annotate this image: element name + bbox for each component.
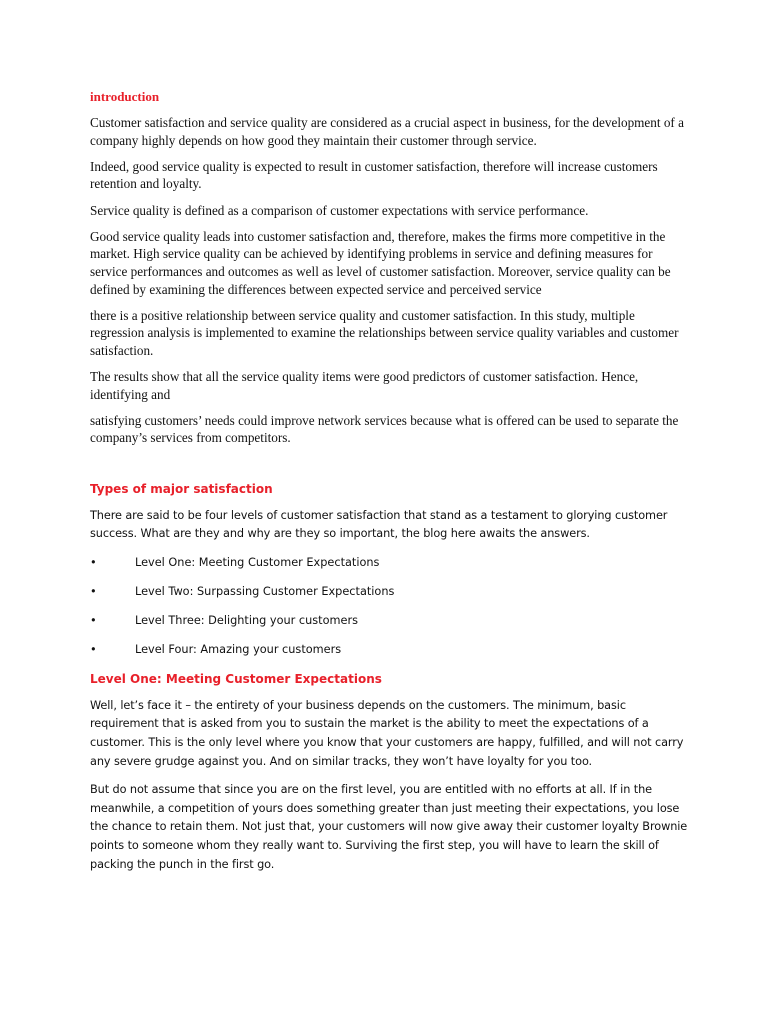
list-item-text: Level Four: Amazing your customers (135, 642, 342, 656)
paragraph: Indeed, good service quality is expected to result in customer satisfaction, therefore will increase customers retention and loyalty. (90, 158, 658, 192)
bullet-icon: • (90, 642, 97, 656)
section-heading-introduction: introduction (90, 89, 160, 104)
document-page (90, 88, 690, 884)
bullet-icon: • (90, 555, 97, 569)
paragraph: The results show that all the service quality items were good predictors of customer satisfaction. Hence, identifying and (90, 369, 639, 402)
paragraph: There are said to be four levels of customer satisfaction that stand as a testament to glorying customer success. What are they and why are they so important, the blog here awaits the answers. (90, 508, 668, 541)
paragraph: But do not assume that since you are on the first level, you are entitled with no efforts at all. If in the meanwhile, a competition of yours does something greater than just meeting their expectations, you lose the chance to retain them. Not just that, your customers will now give away their customer loyalty Brownie points to someone whom they really want to. Surviving the first step, you will have to learn the skill of packing the punch in the first go. (90, 783, 688, 871)
section-heading-level-one: Level One: Meeting Customer Expectations (90, 671, 382, 686)
paragraph: Good service quality leads into customer satisfaction and, therefore, makes the firms more competitive in the market. High service quality can be achieved by identifying problems in service and defining measures for service performances and outcomes as well as level of customer satisfaction. Moreover, service quality can be defined by examining the differences between expected service and perceived service (90, 228, 671, 297)
list-item-text: Level Two: Surpassing Customer Expectations (135, 584, 395, 598)
paragraph: there is a positive relationship between service quality and customer satisfaction. In this study, multiple regression analysis is implemented to examine the relationships between service quality variables and customer satisfaction. (90, 307, 679, 358)
list-item (90, 641, 690, 660)
paragraph: satisfying customers’ needs could improve network services because what is offered can be used to separate the company’s services from competitors. (90, 412, 679, 446)
section-heading-types: Types of major satisfaction (90, 481, 273, 496)
paragraph: Well, let’s face it – the entirety of your business depends on the customers. The minimum, basic requirement that is asked from you to sustain the market is the ability to meet the expectations of a customer. This is the only level where you know that your customers are happy, fulfilled, and will not carry any severe grudge against you. And on similar tracks, they won’t have loyalty for you too. (90, 698, 684, 768)
list-item (90, 583, 690, 602)
list-item-text: Level Three: Delighting your customers (135, 613, 358, 627)
bullet-icon: • (90, 613, 97, 627)
paragraph: Customer satisfaction and service quality are considered as a crucial aspect in business, for the development of a company highly depends on how good they maintain their customer through service. (90, 115, 684, 148)
list-item (90, 612, 690, 631)
list-item (90, 554, 690, 573)
bullet-icon: • (90, 584, 97, 598)
levels-list (90, 554, 690, 660)
section-spacer (90, 456, 690, 480)
list-item-text: Level One: Meeting Customer Expectations (135, 555, 380, 569)
paragraph: Service quality is defined as a comparison of customer expectations with service performance. (90, 202, 589, 218)
